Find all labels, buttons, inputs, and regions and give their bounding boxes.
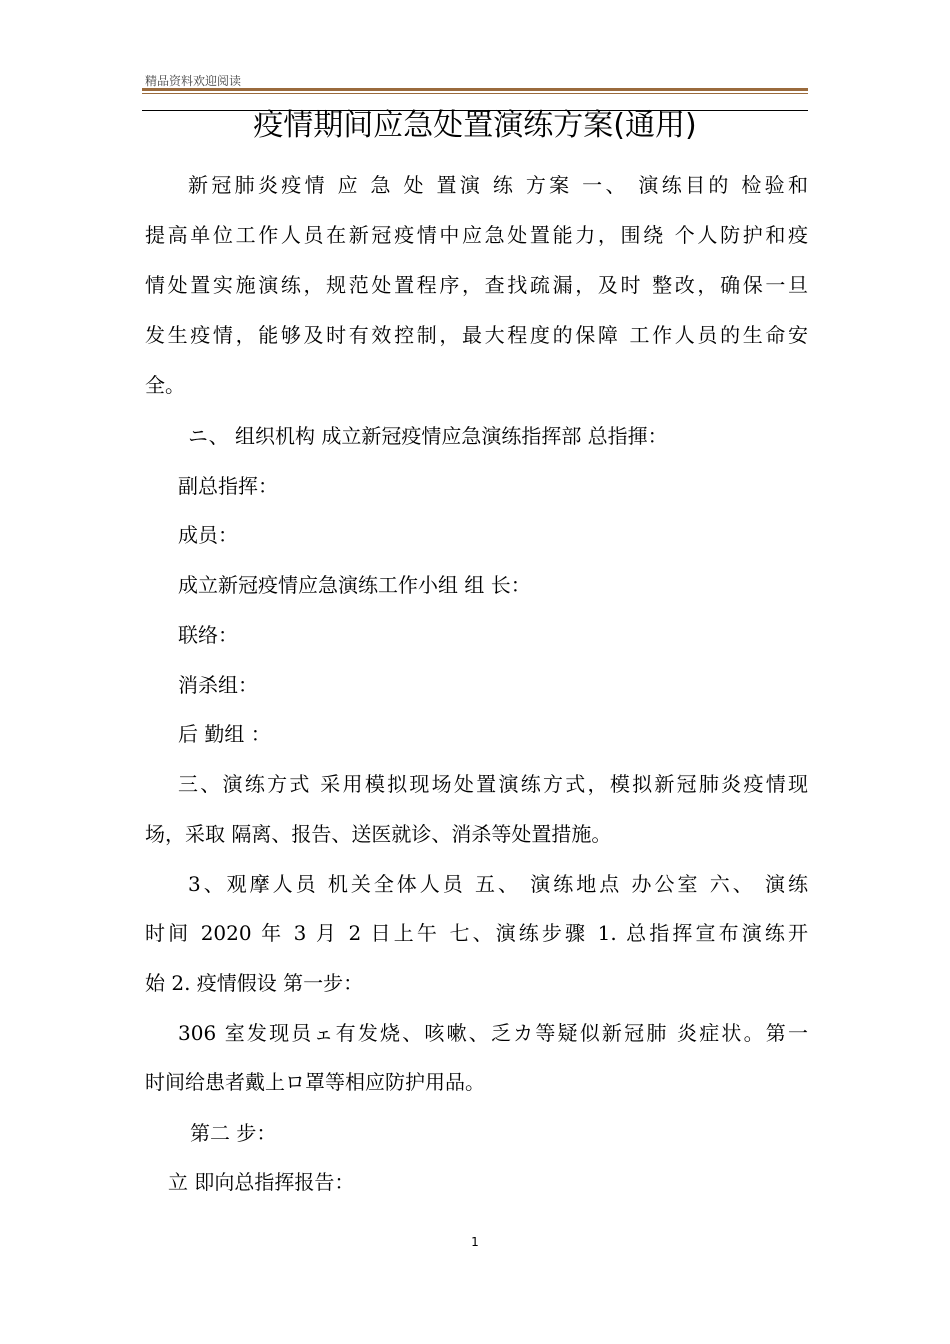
paragraph-line: 情处置实施演练，规范处置程序，查找疏漏，及时 整改，确保一旦 bbox=[145, 273, 808, 297]
paragraph-line: 始 2. 疫情假设 第一步： bbox=[145, 971, 364, 995]
paragraph-line: 联络： bbox=[178, 623, 238, 647]
paragraph-line: 306 室发现员ェ有发烧、咳嗽、乏カ等疑似新冠肺 炎症状。第一 bbox=[178, 1021, 808, 1045]
paragraph-line: 副总指挥： bbox=[178, 474, 278, 498]
paragraph-line: 3、观摩人员 机关全体人员 五、 演练地点 办公室 六、 演练 bbox=[188, 872, 808, 896]
header-rule-thick bbox=[142, 88, 808, 91]
paragraph-line: 第二 步： bbox=[190, 1121, 277, 1145]
document-title: 疫情期间应急处置演练方案(通用) bbox=[253, 108, 697, 143]
paragraph-line: 三、演练方式 采用模拟现场处置演练方式，模拟新冠肺炎疫情现 bbox=[178, 772, 808, 796]
paragraph-line: 后 勤组 ： bbox=[178, 722, 271, 746]
paragraph-line: 成员： bbox=[178, 523, 238, 547]
header-text: 精品资料欢迎阅读 bbox=[145, 74, 242, 88]
paragraph-line: ニ、 组织机构 成立新冠疫情应急演练指挥部 总指揮： bbox=[188, 424, 668, 448]
paragraph-line: 时间 2020 年 3 月 2 日上午 七、演练步骤 1. 总指挥宣布演练开 bbox=[145, 921, 808, 945]
paragraph-line: 发生疫情，能够及时有效控制，最大程度的保障 工作人员的生命安 bbox=[145, 323, 808, 347]
paragraph-line: 新冠肺炎疫情 应 急 处 置演 练 方案 一、 演练目的 检验和 bbox=[188, 173, 808, 197]
paragraph-line: 场，采取 隔离、报告、送医就诊、消杀等处置措施。 bbox=[145, 822, 612, 846]
page-number: 1 bbox=[471, 1235, 479, 1249]
header-rule-thin bbox=[142, 93, 808, 94]
paragraph-line: 消杀组： bbox=[178, 673, 258, 697]
paragraph-line: 时间给患者戴上ロ罩等相应防护用品。 bbox=[145, 1070, 485, 1094]
paragraph-line: 全。 bbox=[145, 373, 185, 397]
paragraph-line: 提高单位工作人员在新冠疫情中应急处置能力，围绕 个人防护和疫 bbox=[145, 223, 808, 247]
paragraph-line: 立 即向总指挥报告： bbox=[168, 1170, 355, 1194]
paragraph-line: 成立新冠疫情应急演练工作小组 组 长： bbox=[178, 573, 531, 597]
